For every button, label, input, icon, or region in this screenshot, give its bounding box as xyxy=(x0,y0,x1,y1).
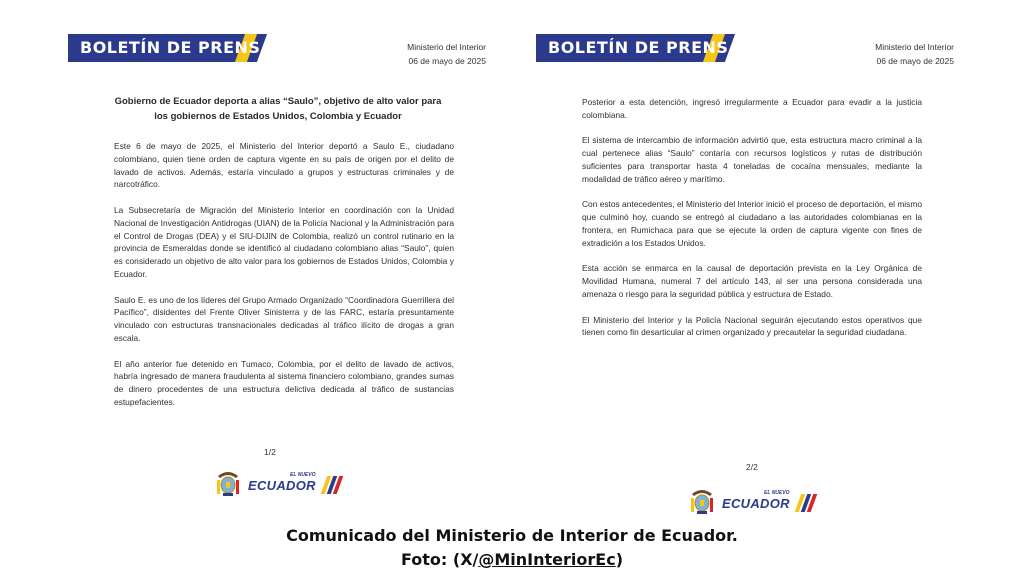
ecuador-coat-of-arms-icon xyxy=(688,486,716,516)
paragraph: El sistema de intercambio de información advirtió que, esta estructura macro criminal a la cual pertenece alias “Saulo” contaría con recursos logísticos y rutas de distribución suficientes para transportar hasta 4 toneladas de cocaína mensuales, mediante la modalidad de tráfico aéreo y marítimo. xyxy=(582,135,922,184)
paragraph: El año anterior fue detenido en Tumaco, Colombia, por el delito de lavado de activos, habría ingresado de manera fraudulenta al sistema financiero colombiano, grandes sumas de dinero procedentes de una estructura delictiva dedicada al tráfico de sustancias estupefacientes. xyxy=(114,358,454,407)
press-bulletin-banner xyxy=(536,34,742,62)
paragraph: Posterior a esta detención, ingresó irregularmente a Ecuador para evadir a la justicia colombiana. xyxy=(582,97,922,120)
logo-word: ECUADOR xyxy=(722,496,790,511)
ministry-name: Ministerio del Interior xyxy=(407,42,486,52)
paragraph: Saulo E. es uno de los líderes del Grupo Armado Organizado “Coordinadora Guerrillera del Pacífico”, disidentes del Frente Oliver Sinisterra y de las FARC, estaría presuntamente vinculado con estructuras transnacionales dedicadas al tráfico ilícito de drogas a gran escala. xyxy=(114,294,454,343)
caption-prefix: Foto: (X/ xyxy=(401,550,479,569)
image-caption xyxy=(0,524,1024,572)
press-release-page-2 xyxy=(536,0,956,520)
caption-line-1: Comunicado del Ministerio de Interior de Ecuador. xyxy=(286,526,738,545)
header-info xyxy=(407,40,486,68)
caption-line-2 xyxy=(0,548,1024,572)
page-number: 1/2 xyxy=(264,447,276,457)
footer-logos xyxy=(214,466,354,502)
page-1-body xyxy=(114,140,454,422)
paragraph: El Ministerio del Interior y la Policía Nacional seguirán ejecutando estos operativos que tienen como fin desarticular al crimen organizado y precautelar la seguridad ciudadana. xyxy=(582,314,922,338)
page-number: 2/2 xyxy=(746,462,758,472)
ecuador-coat-of-arms-icon xyxy=(214,468,242,498)
release-date: 06 de mayo de 2025 xyxy=(876,56,954,66)
logo-small-text: EL NUEVO xyxy=(764,490,790,496)
paragraph: Este 6 de mayo de 2025, el Ministerio del Interior deportó a Saulo E., ciudadano colombiano, quien tiene orden de captura vigente en su país de origen por el delito de lavado de activos. Además, estaría vinculado a grupos y estructuras criminales y de narcotráfico. xyxy=(114,141,454,190)
banner-label: BOLETÍN DE PRENSA xyxy=(80,38,274,57)
ministry-name: Ministerio del Interior xyxy=(875,42,954,52)
document-title: Gobierno de Ecuador deporta a alias “Saulo”, objetivo de alto valor para los gobiernos de Estados Unidos, Colombia y Ecuador xyxy=(114,96,442,122)
el-nuevo-ecuador-logo xyxy=(720,490,824,516)
caption-suffix: ) xyxy=(615,550,623,569)
paragraph: La Subsecretaría de Migración del Ministerio Interior en coordinación con la Unidad Nacional de Investigación Antidrogas (UIAN) de la Policía Nacional y la Administración para el Control de Drogas (DEA) y el SIU-DIJIN de Colombia, realizó un control rutinario en la provincia de Esmeraldas donde se identificó al ciudadano colombiano alias “Saulo”, quien es considerado un objetivo de alto valor para los gobiernos de Estados Unidos, Colombia y Ecuador. xyxy=(114,204,454,279)
header-info xyxy=(875,40,954,68)
paragraph: Con estos antecedentes, el Ministerio del Interior inició el proceso de deportación, el mismo que culminó hoy, cuando se entregó al ciudadano a las autoridades colombianas en la frontera, en Rumichaca para que se ejecute la orden de captura vigente con fines de extradición a los Estados Unidos. xyxy=(582,199,922,248)
page-2-body xyxy=(582,96,922,352)
footer-logos xyxy=(688,484,828,520)
paragraph: Esta acción se enmarca en la causal de deportación prevista en la Ley Orgánica de Movilidad Humana, numeral 7 del artículo 143, al ser una persona considerada una amenaza o riesgo para la seguridad pública y estructura de Estado. xyxy=(582,263,922,299)
press-release-page-1 xyxy=(68,0,488,520)
twitter-handle-link[interactable]: @MinInteriorEc xyxy=(478,550,616,569)
el-nuevo-ecuador-logo xyxy=(246,472,350,498)
logo-small-text: EL NUEVO xyxy=(290,472,316,478)
release-date: 06 de mayo de 2025 xyxy=(408,56,486,66)
press-bulletin-banner xyxy=(68,34,274,62)
logo-word: ECUADOR xyxy=(248,478,316,493)
banner-label: BOLETÍN DE PRENSA xyxy=(548,38,742,57)
